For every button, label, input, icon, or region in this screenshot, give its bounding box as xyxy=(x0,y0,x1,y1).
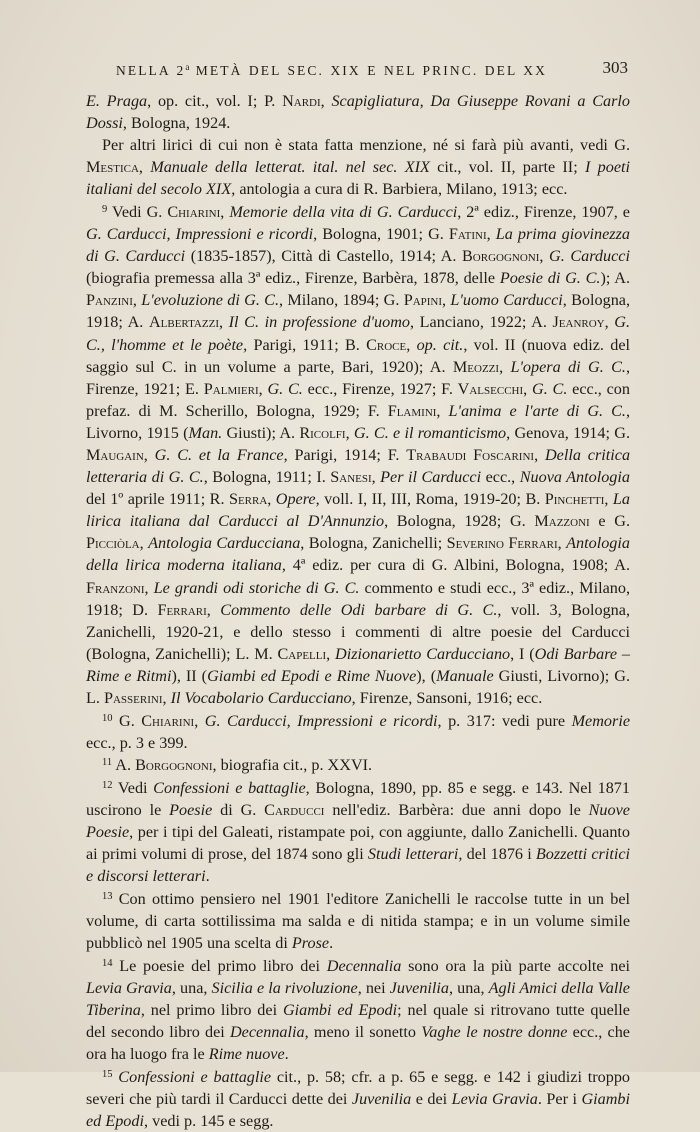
footnote-number: 9 xyxy=(102,203,108,215)
footnote-number: 15 xyxy=(102,1068,113,1080)
footnote-15 xyxy=(86,1066,630,1132)
paragraph-text: G. Chiarini, G. Carducci, Impressioni e ricordi, p. 317: vedi pure Memorie ecc., p. 3 e 399. xyxy=(86,711,631,752)
footnote-11 xyxy=(86,754,630,776)
paragraph-text: Vedi Confessioni e battaglie, Bologna, 1890, pp. 85 e segg. e 143. Nel 1871 uscirono le Poesie di G. Carducci nell'ediz. Barbèra: due anni dopo le Nuove Poesie, per i tipi del Galeati, ristampate poi, con aggiunte, dallo Zanichelli. Quanto ai primi volumi di prose, del 1874 sono gli Studi letterari, del 1876 i Bozzetti critici e discorsi letterari. xyxy=(86,778,631,886)
footnote-9 xyxy=(86,201,630,709)
footnote-14 xyxy=(86,955,630,1065)
paragraph-text: Confessioni e battaglie cit., p. 58; cfr. a p. 65 e segg. e 142 i giudizi troppo severi che più tardi il Carducci dette dei Juvenilia e dei Levia Gravia. Per i Giambi ed Epodi, vedi p. 145 e segg. xyxy=(86,1067,631,1130)
running-head-title: NELLA 2$^a$ METÀ DEL SEC. XIX E NEL PRINC. DEL XX xyxy=(116,62,547,78)
paragraph-text: Per altri lirici di cui non è stata fatta menzione, né si farà più avanti, vedi G. Mestica, Manuale della letterat. ital. nel sec. XIX cit., vol. II, parte II; I poeti italiani del secolo XIX, antologia a cura di R. Barbiera, Milano, 1913; ecc. xyxy=(86,136,631,199)
paragraph xyxy=(86,90,630,134)
footnote-number: 14 xyxy=(102,957,113,969)
footnote-number: 10 xyxy=(102,712,113,724)
paragraph-text: Con ottimo pensiero nel 1901 l'editore Zanichelli le raccolse tutte in un bel volume, di carta sottilissima ma salda e di nitida stampa; e in un volume simile pubblicò nel 1905 una scelta di Prose. xyxy=(86,889,630,953)
paragraph-text: Vedi G. Chiarini, Memorie della vita di G. Carducci, 2ª ediz., Firenze, 1907, e G. Carducci, Impressioni e ricordi, Bologna, 1901; G. Fatini, La prima giovinezza di G. Carducci (1835-1857), Città di Castello, 1914; A. Borgognoni, G. Carducci (biografia premessa alla 3ª ediz., Firenze, Barbèra, 1878, delle Poesie di G. C.); A. Panzini, L'evoluzione di G. C., Milano, 1894; G. Papini, L'uomo Carducci, Bologna, 1918; A. Albertazzi, Il C. in professione d'uomo, Lanciano, 1922; A. Jeanroy, G. C., l'homme et le poète, Parigi, 1911; B. Croce, op. cit., vol. II (nuova ediz. del saggio sul C. in un volume a parte, Bari, 1920); A. Meozzi, L'opera di G. C., Firenze, 1921; E. Palmieri, G. C. ecc., Firenze, 1927; F. Valsecchi, G. C. ecc., con prefaz. di M. Scherillo, Bologna, 1929; F. Flamini, L'anima e l'arte di G. C., Livorno, 1915 (Man. Giusti); A. Ricolfi, G. C. e il romanticismo, Genova, 1914; G. Maugain, G. C. et la France, Parigi, 1914; F. Trabaudi Foscarini, Della critica letteraria di G. C., Bologna, 1911; I. Sanesi, Per il Carducci ecc., Nuova Antologia del 1º aprile 1911; R. Serra, Opere, voll. I, II, III, Roma, 1919-20; B. Pinchetti, La lirica italiana dal Carducci al D'Annunzio, Bologna, 1928; G. Mazzoni e G. Picciòla, Antologia Carducciana, Bologna, Zanichelli; Severino Ferrari, Antologia della lirica moderna italiana, 4ª ediz. per cura di G. Albini, Bologna, 1908; A. Franzoni, Le grandi odi storiche di G. C. commento e studi ecc., 3ª ediz., Milano, 1918; D. Ferrari, Commento delle Odi barbare di G. C., voll. 3, Bologna, Zanichelli, 1920-21, e dello stesso i commenti di altre poesie del Carducci (Bologna, Zanichelli); L. M. Capelli, Dizionarietto Carducciano, I (Odi Barbare – Rime e Ritmi), II (Giambi ed Epodi e Rime Nuove), (Manuale Giusti, Livorno); G. L. Passerini, Il Vocabolario Carducciano, Firenze, Sansoni, 1916; ecc. xyxy=(86,202,631,708)
paragraph-text: E. Praga, op. cit., vol. I; P. Nardi, Scapigliatura, Da Giuseppe Rovani a Carlo Dossi, Bologna, 1924. xyxy=(86,92,631,133)
footnote-13 xyxy=(86,888,630,954)
footnote-10 xyxy=(86,710,630,754)
footnote-number: 12 xyxy=(102,779,113,791)
footnote-12 xyxy=(86,777,630,887)
paragraph-text: A. Borgognoni, biografia cit., p. XXVI. xyxy=(115,756,373,775)
footnote-number: 11 xyxy=(102,757,113,769)
footnotes-body xyxy=(86,90,630,1132)
page-number: 303 xyxy=(602,58,628,77)
footnote-number: 13 xyxy=(102,890,113,902)
paragraph-text: Le poesie del primo libro dei Decennalia sono ora la più parte accolte nei Levia Gravia, una, Sicilia e la rivoluzione, nei Juvenilia, una, Agli Amici della Valle Tiberina, nel primo libro dei Giambi ed Epodi; nel quale si ritrovano tutte quelle del secondo libro dei Decennalia, meno il sonetto Vaghe le nostre donne ecc., che ora ha luogo fra le Rime nuove. xyxy=(86,956,631,1064)
paragraph xyxy=(86,134,630,200)
running-head xyxy=(86,58,628,82)
